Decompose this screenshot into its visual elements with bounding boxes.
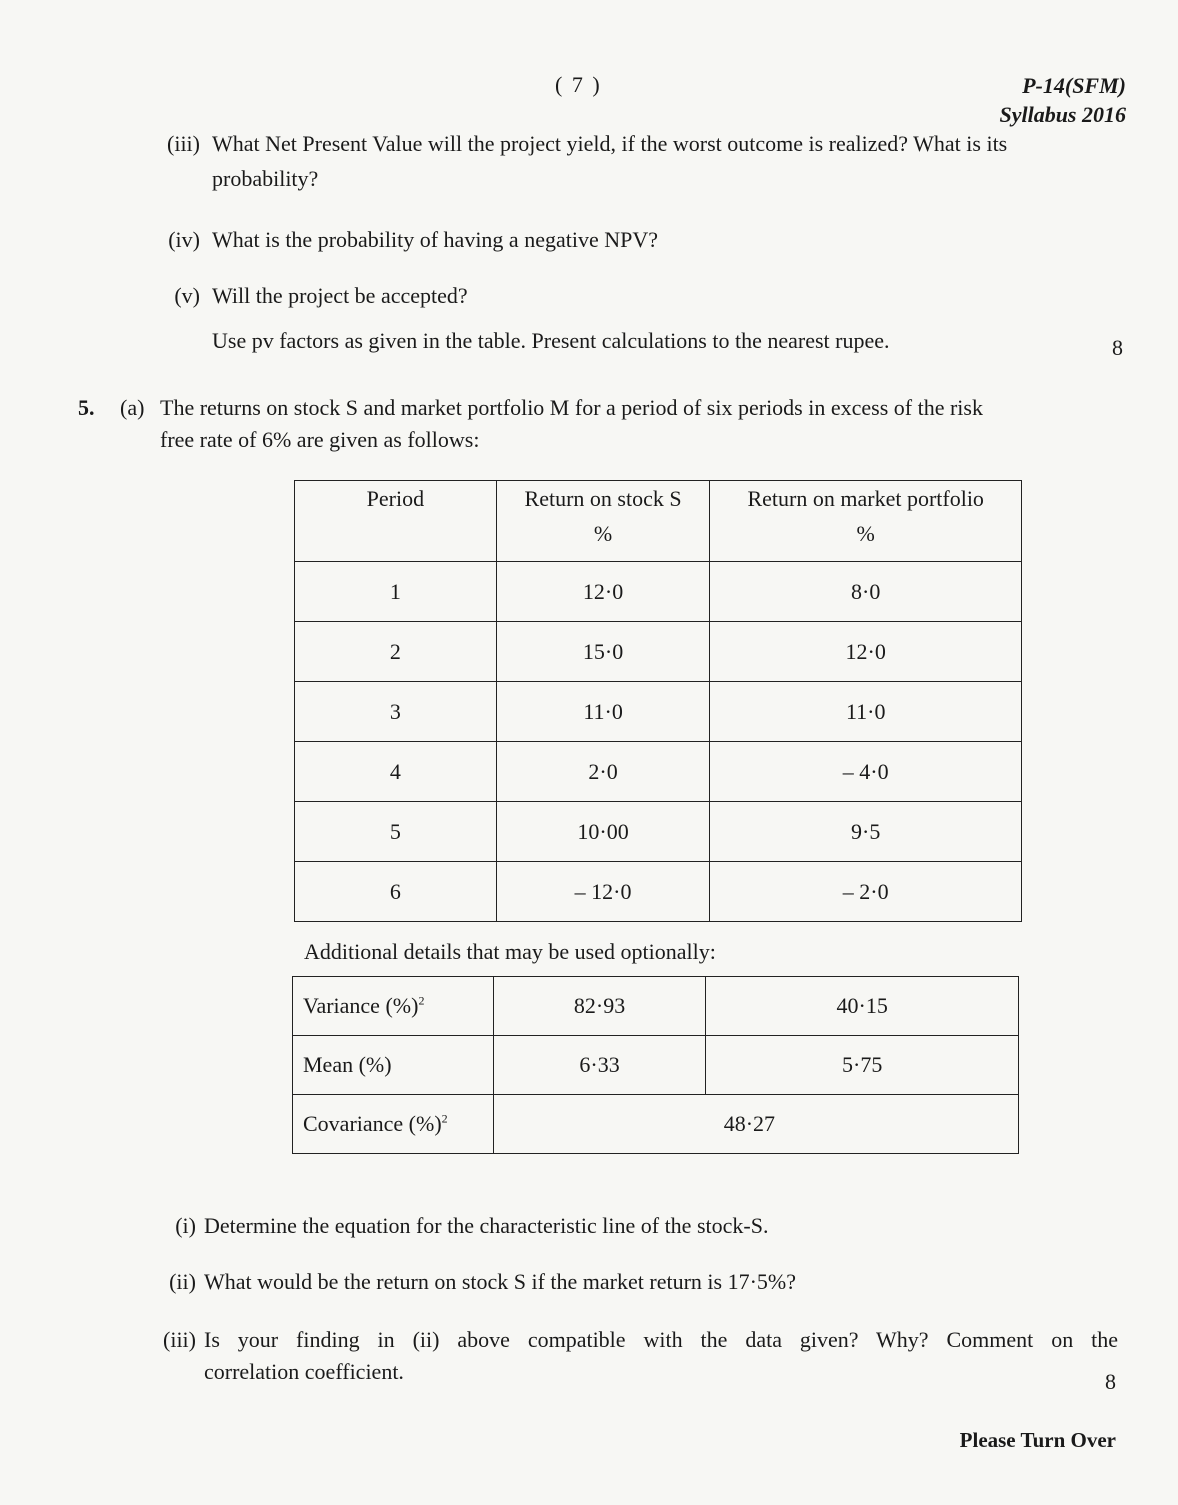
header-stock-return-label: Return on stock S (524, 486, 682, 511)
header-stock-return (496, 481, 710, 562)
header-market-return-unit: % (856, 521, 875, 547)
covariance-label-cell (293, 1095, 494, 1154)
covariance-exponent: 2 (441, 1111, 448, 1126)
q5-intro-line1: The returns on stock S and market portfolio M for a period of six periods in excess of the risk (160, 395, 983, 420)
cell-market-return: 12·0 (710, 622, 1022, 682)
q5-intro-line2: free rate of 6% are given as follows: (160, 427, 480, 452)
mean-stock: 6·33 (493, 1036, 706, 1095)
q4-iv-label: (iv) (168, 227, 200, 252)
q5-marks: 8 (1105, 1369, 1116, 1394)
header-period (295, 481, 497, 562)
variance-market: 40·15 (706, 977, 1019, 1036)
q4-iii-text (212, 128, 1132, 195)
header-period-label: Period (366, 486, 425, 511)
q5-i-label: (i) (175, 1213, 196, 1238)
cell-period: 5 (295, 802, 497, 862)
q4-iii-label: (iii) (167, 131, 200, 156)
q4-v-text: Will the project be accepted? (212, 283, 468, 308)
table-row (295, 862, 1022, 922)
paper-code-block (999, 72, 1126, 129)
table-row (295, 802, 1022, 862)
table-row (295, 562, 1022, 622)
mean-market: 5·75 (706, 1036, 1019, 1095)
cell-market-return: – 4·0 (710, 742, 1022, 802)
covariance-value: 48·27 (493, 1095, 1018, 1154)
table-row-covariance (293, 1095, 1019, 1154)
syllabus-label: Syllabus 2016 (999, 101, 1126, 127)
cell-period: 2 (295, 622, 497, 682)
q4-marks: 8 (1112, 335, 1123, 360)
q4-v-label: (v) (174, 283, 200, 308)
cell-stock-return: 12·0 (496, 562, 710, 622)
q4-note: Use pv factors as given in the table. Present calculations to the nearest rupee. (212, 328, 890, 353)
q5-iii-text (204, 1324, 1118, 1388)
cell-market-return: 9·5 (710, 802, 1022, 862)
table-row-mean (293, 1036, 1019, 1095)
cell-stock-return: – 12·0 (496, 862, 710, 922)
table-row (295, 742, 1022, 802)
table-row-variance (293, 977, 1019, 1036)
cell-period: 3 (295, 682, 497, 742)
covariance-label: Covariance (%) (303, 1111, 442, 1136)
header-stock-return-unit: % (593, 521, 613, 547)
cell-stock-return: 10·00 (496, 802, 710, 862)
cell-period: 4 (295, 742, 497, 802)
q5-ii-text: What would be the return on stock S if the market return is 17·5%? (204, 1269, 797, 1294)
cell-market-return: 11·0 (710, 682, 1022, 742)
returns-table (294, 480, 1022, 922)
additional-details-table (292, 976, 1019, 1154)
q5-iii-line1: Is your finding in (ii) above compatible with the data given? Why? Comment on the (204, 1327, 1118, 1352)
paper-code: P-14(SFM) (1022, 73, 1126, 98)
q5-iii-line2: correlation coefficient. (204, 1358, 404, 1384)
cell-stock-return: 15·0 (496, 622, 710, 682)
variance-exponent: 2 (418, 993, 425, 1008)
returns-table-header (295, 481, 1022, 562)
q5-number: 5. (78, 395, 95, 420)
mean-label: Mean (%) (293, 1036, 494, 1095)
q5-iii-label: (iii) (163, 1327, 196, 1352)
q5-part-label: (a) (120, 395, 145, 420)
header-market-return-label: Return on market portfolio (747, 486, 984, 511)
cell-period: 1 (295, 562, 497, 622)
q4-iv-text: What is the probability of having a negative NPV? (212, 227, 658, 252)
additional-details-title: Additional details that may be used optionally: (304, 939, 716, 964)
cell-market-return: – 2·0 (710, 862, 1022, 922)
variance-stock: 82·93 (493, 977, 706, 1036)
q4-iii-line2: probability? (212, 165, 319, 191)
please-turn-over: Please Turn Over (959, 1428, 1116, 1452)
variance-label: Variance (%) (303, 993, 419, 1018)
cell-period: 6 (295, 862, 497, 922)
table-row (295, 682, 1022, 742)
q5-i-text: Determine the equation for the characteristic line of the stock-S. (204, 1213, 769, 1238)
header-market-return (710, 481, 1022, 562)
cell-stock-return: 2·0 (496, 742, 710, 802)
cell-market-return: 8·0 (710, 562, 1022, 622)
table-row (295, 622, 1022, 682)
cell-stock-return: 11·0 (496, 682, 710, 742)
variance-label-cell (293, 977, 494, 1036)
q5-ii-label: (ii) (169, 1269, 196, 1294)
page-number: ( 7 ) (555, 72, 602, 97)
q4-iii-line1: What Net Present Value will the project yield, if the worst outcome is realized? What is its (212, 131, 1008, 156)
